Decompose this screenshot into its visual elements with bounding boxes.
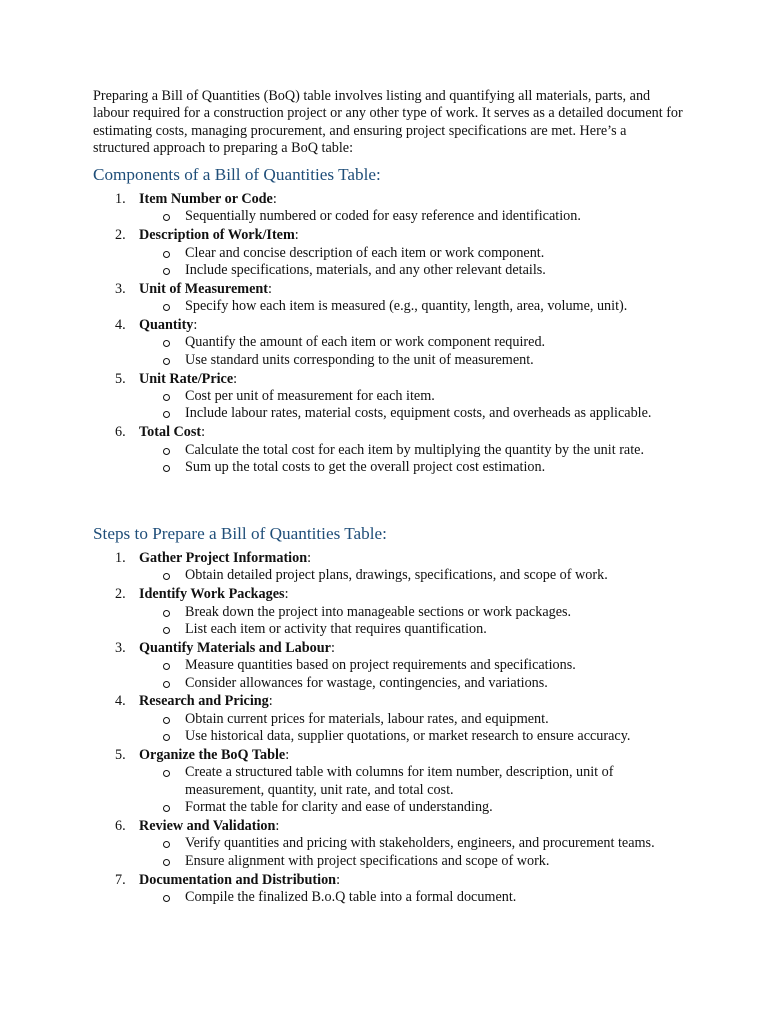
item-label: Description of Work/Item [139,227,295,244]
sub-list-item [139,604,683,621]
circle-bullet-icon [163,411,170,418]
sub-list [139,298,683,315]
circle-bullet-icon [163,465,170,472]
sub-list-text: Include labour rates, material costs, equipment costs, and overheads as applicable. [185,405,652,422]
list-item: 3. Quantify Materials and Labour: Measure quantities based on project requirements and specifications. Consider allowances for wastage, contingencies, and variations. [93,640,683,692]
components-heading: Components of a Bill of Quantities Table: [93,165,381,184]
sub-list-text: Obtain current prices for materials, labour rates, and equipment. [185,710,549,727]
item-label: Total Cost [139,424,202,441]
sub-list-text: List each item or activity that requires quantification. [185,621,487,638]
circle-bullet-icon [163,681,170,688]
sub-list-text: Clear and concise description of each item or work component. [185,244,545,261]
circle-bullet-icon [163,358,170,365]
circle-bullet-icon [163,627,170,634]
circle-bullet-icon [163,573,170,580]
sub-list-item [139,352,683,369]
item-number: 2. [115,227,126,244]
sub-list-item [139,675,683,692]
circle-bullet-icon [163,268,170,275]
sub-list [139,711,683,746]
list-item: 6. Total Cost: Calculate the total cost for each item by multiplying the quantity by the unit rate. Sum up the total costs to get the overall project cost estimation. [93,424,683,476]
list-item: 4. Quantity: Quantify the amount of each item or work component required. Use standard units corresponding to the unit of measurement. [93,317,683,369]
item-number: 4. [115,693,126,710]
circle-bullet-icon [163,734,170,741]
list-item: 3. Unit of Measurement: Specify how each item is measured (e.g., quantity, length, area, volume, unit). [93,281,683,316]
item-label: Quantity [139,317,194,334]
circle-bullet-icon [163,805,170,812]
sub-list-item [139,853,683,870]
sub-list-text: Measure quantities based on project requirements and specifications. [185,657,576,674]
circle-bullet-icon [163,663,170,670]
item-label: Documentation and Distribution [139,871,337,888]
circle-bullet-icon [163,610,170,617]
circle-bullet-icon [163,770,170,777]
sub-list [139,889,683,906]
item-number: 6. [115,424,126,441]
sub-list-text: Format the table for clarity and ease of understanding. [185,799,493,816]
sub-list [139,442,683,477]
item-number: 5. [115,747,126,764]
sub-list-text: Verify quantities and pricing with stakeholders, engineers, and procurement teams. [185,835,655,852]
item-number: 2. [115,586,126,603]
item-number: 1. [115,191,126,207]
sub-list-text: Sum up the total costs to get the overall project cost estimation. [185,459,546,476]
circle-bullet-icon [163,214,170,221]
circle-bullet-icon [163,448,170,455]
circle-bullet-icon [163,895,170,902]
sub-list-item [139,442,683,459]
item-number: 4. [115,317,126,334]
list-item: 1. Gather Project Information: Obtain detailed project plans, drawings, specifications, and scope of work. [93,550,683,585]
sub-list-item [139,298,683,315]
sub-list-item [139,405,683,422]
sub-list-item [139,711,683,728]
sub-list [139,388,683,423]
sub-list [139,764,683,816]
sub-list [139,208,683,225]
sub-list-text: Include specifications, materials, and any other relevant details. [185,262,546,279]
list-item: 1. Item Number or Code: Sequentially numbered or coded for easy reference and identification. [93,191,683,226]
list-item: 6. Review and Validation: Verify quantities and pricing with stakeholders, engineers, and procurement teams. Ensure alignment with project specifications and scope of work. [93,818,683,870]
sub-list-item [139,657,683,674]
steps-list [93,550,683,908]
list-item: 2. Identify Work Packages: Break down the project into manageable sections or work packages. List each item or activity that requires quantification. [93,586,683,638]
sub-list [139,567,683,584]
item-number: 6. [115,818,126,835]
circle-bullet-icon [163,841,170,848]
list-item: 7. Documentation and Distribution: Compile the finalized B.o.Q table into a formal document. [93,872,683,907]
sub-list-item [139,621,683,638]
sub-list-text: Compile the finalized B.o.Q table into a formal document. [185,889,517,906]
item-label: Unit Rate/Price [139,370,234,387]
item-label: Gather Project Information [139,550,308,566]
item-number: 3. [115,280,126,297]
item-label: Organize the BoQ Table [139,747,286,764]
item-label: Quantify Materials and Labour [139,639,331,656]
sub-list-text: Specify how each item is measured (e.g., quantity, length, area, volume, unit). [185,298,628,315]
sub-list-item [139,764,683,799]
sub-list-item [139,245,683,262]
circle-bullet-icon [163,340,170,347]
sub-list-item [139,835,683,852]
circle-bullet-icon [163,394,170,401]
item-label: Unit of Measurement [139,280,268,297]
sub-list-item [139,334,683,351]
circle-bullet-icon [163,251,170,258]
sub-list-item [139,262,683,279]
sub-list [139,245,683,280]
item-label: Identify Work Packages [139,586,285,603]
item-number: 7. [115,871,126,888]
list-item: 4. Research and Pricing: Obtain current prices for materials, labour rates, and equipment. Use historical data, supplier quotations, or market research to ensure accuracy. [93,693,683,745]
item-label: Item Number or Code [139,191,273,207]
sub-list-item [139,388,683,405]
sub-list-item [139,799,683,816]
sub-list-item [139,567,683,584]
sub-list-text: Create a structured table with columns for item number, description, unit of measurement, quantity, unit rate, and total cost. [185,764,614,798]
list-item: 5. Unit Rate/Price: Cost per unit of measurement for each item. Include labour rates, material costs, equipment costs, and overheads as applicable. [93,371,683,423]
circle-bullet-icon [163,304,170,311]
components-list [93,191,683,478]
circle-bullet-icon [163,859,170,866]
sub-list [139,835,683,870]
sub-list-text: Sequentially numbered or coded for easy reference and identification. [185,208,581,225]
sub-list [139,657,683,692]
sub-list [139,604,683,639]
sub-list-item [139,208,683,225]
item-number: 5. [115,370,126,387]
circle-bullet-icon [163,717,170,724]
sub-list-text: Cost per unit of measurement for each item. [185,388,435,405]
sub-list-text: Ensure alignment with project specifications and scope of work. [185,852,550,869]
sub-list-text: Consider allowances for wastage, contingencies, and variations. [185,674,548,691]
steps-heading: Steps to Prepare a Bill of Quantities Table: [93,524,387,543]
item-number: 1. [115,550,126,566]
sub-list-text: Use standard units corresponding to the unit of measurement. [185,351,534,368]
item-label: Review and Validation [139,818,276,835]
item-label: Research and Pricing [139,693,269,710]
sub-list-text: Quantify the amount of each item or work component required. [185,334,546,351]
sub-list [139,334,683,369]
intro-paragraph: Preparing a Bill of Quantities (BoQ) table involves listing and quantifying all materials, parts, and labour required for a construction project or any other type of work. It serves as a detailed document for estimating costs, managing procurement, and ensuring project specifications are met. Here’s a structured approach to preparing a BoQ table: [93,88,683,157]
sub-list-text: Use historical data, supplier quotations, or market research to ensure accuracy. [185,728,631,745]
list-item: 2. Description of Work/Item: Clear and concise description of each item or work component. Include specifications, materials, and any other relevant details. [93,227,683,279]
sub-list-text: Break down the project into manageable sections or work packages. [185,603,572,620]
sub-list-text: Obtain detailed project plans, drawings, specifications, and scope of work. [185,567,608,584]
sub-list-item [139,459,683,476]
item-number: 3. [115,639,126,656]
sub-list-text: Calculate the total cost for each item by multiplying the quantity by the unit rate. [185,441,645,458]
sub-list-item [139,728,683,745]
sub-list-item [139,889,683,906]
list-item: 5. Organize the BoQ Table: Create a structured table with columns for item number, description, unit of measurement, quantity, unit rate, and total cost. Format the table for clarity and ease of understanding. [93,747,683,817]
